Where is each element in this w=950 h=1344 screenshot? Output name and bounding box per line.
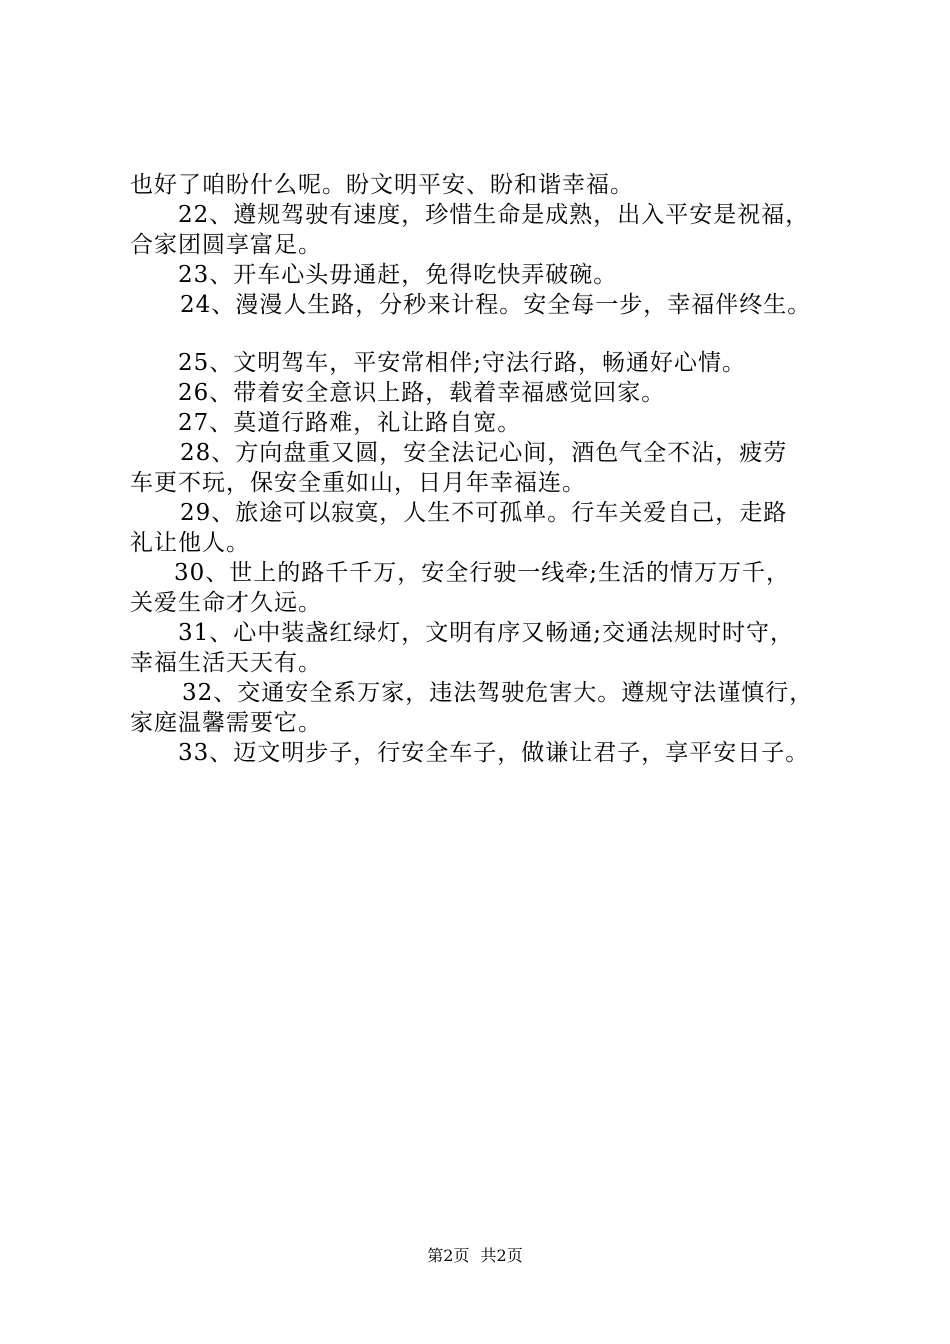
slogan-26: 26、带着安全意识上路，载着幸福感觉回家。: [178, 380, 666, 406]
text-line: 也好了咱盼什么呢。盼文明平安、盼和谐幸福。: [130, 172, 634, 198]
text-line: 家庭温馨需要它。: [130, 710, 322, 736]
slogan-29: 29、旅途可以寂寞，人生不可孤单。行车关爱自己，走路: [180, 500, 788, 526]
slogan-23: 23、开车心头毋通赶，免得吃快弄破碗。: [178, 262, 618, 288]
slogan-22: 22、遵规驾驶有速度，珍惜生命是成熟，出入平安是祝福，: [178, 202, 810, 228]
slogan-24: 24、漫漫人生路，分秒来计程。安全每一步，幸福伴终生。: [180, 292, 812, 318]
page-total: 共2页: [480, 1246, 523, 1265]
document-body: [130, 170, 850, 768]
slogan-30: 30、世上的路千千万，安全行驶一线牵;生活的情万万千，: [174, 560, 791, 586]
text-line: 礼让他人。: [130, 530, 250, 556]
page-number: 第2页: [427, 1246, 470, 1265]
slogan-31: 31、心中装盏红绿灯，文明有序又畅通;交通法规时时守，: [178, 620, 795, 646]
slogan-33: 33、迈文明步子，行安全车子，做谦让君子，享平安日子。: [178, 740, 810, 766]
slogan-27: 27、莫道行路难，礼让路自宽。: [178, 410, 522, 436]
slogan-25: 25、文明驾车，平安常相伴;守法行路，畅通好心情。: [178, 350, 747, 376]
text-line: 合家团圆享富足。: [130, 232, 322, 258]
text-line: 车更不玩，保安全重如山，日月年幸福连。: [130, 470, 586, 496]
text-line: 幸福生活天天有。: [130, 650, 322, 676]
page-footer: [0, 1246, 950, 1266]
text-line: 关爱生命才久远。: [130, 590, 322, 616]
slogan-32: 32、交通安全系万家，违法驾驶危害大。遵规守法谨慎行，: [182, 680, 814, 706]
slogan-28: 28、方向盘重又圆，安全法记心间，酒色气全不沾，疲劳: [180, 440, 788, 466]
